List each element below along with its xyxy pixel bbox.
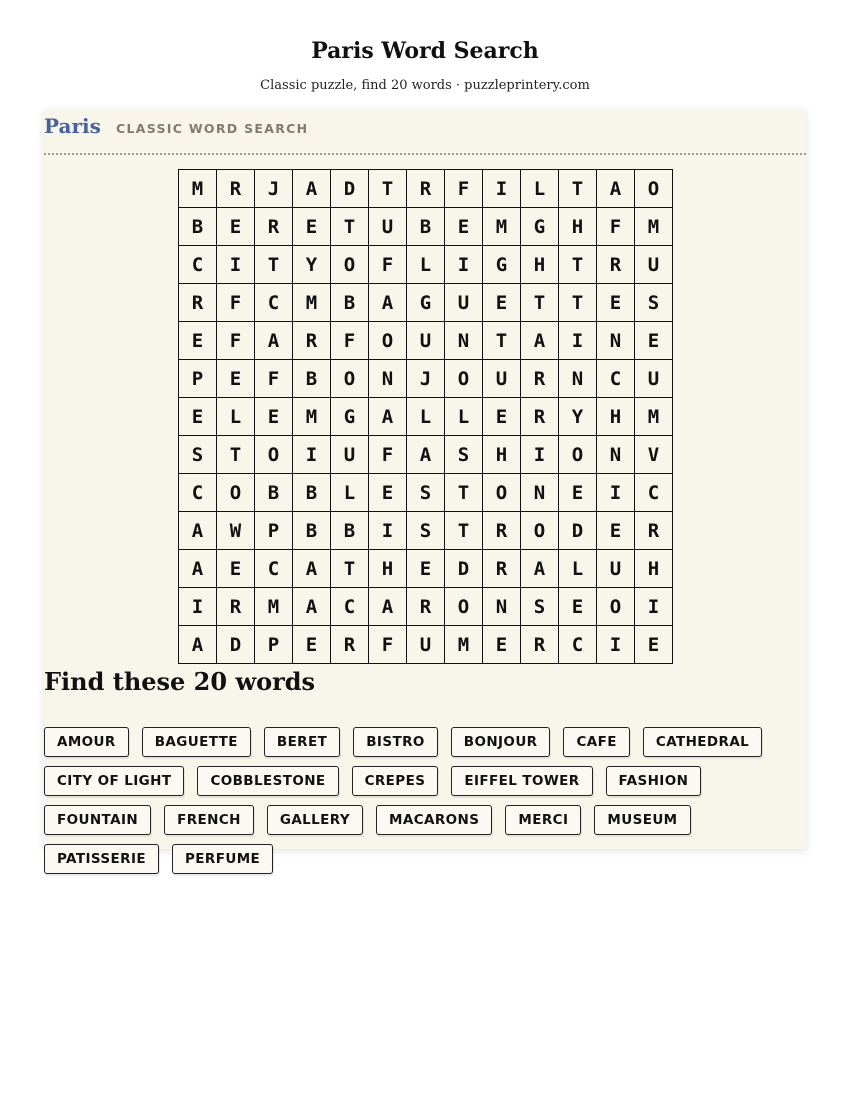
grid-cell[interactable]: H	[597, 398, 635, 436]
grid-cell[interactable]: E	[597, 512, 635, 550]
page-subtitle: Classic puzzle, find 20 words · puzzleprintery.com	[260, 78, 590, 93]
grid-cell[interactable]: O	[331, 360, 369, 398]
grid-cell[interactable]: W	[217, 512, 255, 550]
grid-cell[interactable]: F	[369, 626, 407, 664]
grid-cell[interactable]: F	[597, 208, 635, 246]
grid-cell[interactable]: E	[483, 398, 521, 436]
grid-cell[interactable]: L	[559, 550, 597, 588]
grid-cell[interactable]: G	[407, 284, 445, 322]
grid-cell[interactable]: N	[369, 360, 407, 398]
grid-cell[interactable]: M	[293, 398, 331, 436]
word-chip[interactable]: MUSEUM	[594, 805, 690, 835]
grid-cell[interactable]: E	[179, 322, 217, 360]
grid-cell[interactable]: A	[293, 550, 331, 588]
grid-cell[interactable]: U	[369, 208, 407, 246]
grid-cell[interactable]: C	[255, 284, 293, 322]
grid-cell[interactable]: E	[635, 322, 673, 360]
grid-cell[interactable]: F	[217, 322, 255, 360]
grid-cell[interactable]: E	[217, 550, 255, 588]
grid-cell[interactable]: T	[483, 322, 521, 360]
grid-cell[interactable]: T	[559, 170, 597, 208]
grid-cell[interactable]: A	[369, 284, 407, 322]
grid-cell[interactable]: E	[445, 208, 483, 246]
grid-cell[interactable]: B	[331, 512, 369, 550]
grid-cell[interactable]: E	[483, 284, 521, 322]
grid-cell[interactable]: A	[521, 550, 559, 588]
grid-cell[interactable]: L	[217, 398, 255, 436]
grid-cell[interactable]: U	[407, 626, 445, 664]
grid-cell[interactable]: T	[445, 474, 483, 512]
grid-cell[interactable]: U	[407, 322, 445, 360]
word-chip[interactable]: MACARONS	[376, 805, 492, 835]
grid-cell[interactable]: C	[559, 626, 597, 664]
grid-cell[interactable]: E	[369, 474, 407, 512]
grid-cell[interactable]: H	[559, 208, 597, 246]
word-chip[interactable]: COBBLESTONE	[197, 766, 338, 796]
grid-cell[interactable]: M	[445, 626, 483, 664]
grid-cell[interactable]: N	[483, 588, 521, 626]
grid-cell[interactable]: R	[255, 208, 293, 246]
grid-cell[interactable]: C	[331, 588, 369, 626]
grid-cell[interactable]: E	[597, 284, 635, 322]
word-chip[interactable]: AMOUR	[44, 727, 129, 757]
grid-cell[interactable]: I	[217, 246, 255, 284]
grid-cell[interactable]: S	[179, 436, 217, 474]
grid-cell[interactable]: A	[179, 512, 217, 550]
grid-cell[interactable]: I	[179, 588, 217, 626]
grid-cell[interactable]: R	[483, 550, 521, 588]
grid-cell[interactable]: J	[255, 170, 293, 208]
grid-cell[interactable]: E	[483, 626, 521, 664]
word-list	[44, 727, 810, 874]
grid-cell[interactable]: I	[635, 588, 673, 626]
grid-cell[interactable]: A	[597, 170, 635, 208]
grid-cell[interactable]: O	[255, 436, 293, 474]
grid-cell[interactable]: F	[369, 436, 407, 474]
grid-cell[interactable]: M	[179, 170, 217, 208]
grid-cell[interactable]: C	[179, 474, 217, 512]
grid-cell[interactable]: I	[369, 512, 407, 550]
grid-cell[interactable]: O	[559, 436, 597, 474]
grid-cell[interactable]: I	[597, 474, 635, 512]
grid-cell[interactable]: O	[635, 170, 673, 208]
grid-cell[interactable]: R	[217, 588, 255, 626]
grid-cell[interactable]: Y	[293, 246, 331, 284]
grid-cell[interactable]: E	[217, 360, 255, 398]
grid-cell[interactable]: O	[369, 322, 407, 360]
grid-cell[interactable]: S	[445, 436, 483, 474]
grid-cell[interactable]: U	[635, 246, 673, 284]
grid-cell[interactable]: O	[217, 474, 255, 512]
grid-cell[interactable]: T	[559, 284, 597, 322]
grid-cell[interactable]: O	[445, 360, 483, 398]
grid-cell[interactable]: M	[255, 588, 293, 626]
puzzle-card	[44, 109, 806, 867]
grid-cell[interactable]: P	[255, 626, 293, 664]
grid-cell[interactable]: M	[483, 208, 521, 246]
grid-cell[interactable]: L	[407, 246, 445, 284]
grid-cell[interactable]: O	[521, 512, 559, 550]
grid-cell[interactable]: A	[293, 588, 331, 626]
grid-cell[interactable]: S	[521, 588, 559, 626]
word-chip[interactable]: PATISSERIE	[44, 844, 159, 874]
grid-cell[interactable]: I	[445, 246, 483, 284]
grid-cell[interactable]: R	[521, 398, 559, 436]
grid-cell[interactable]: L	[331, 474, 369, 512]
grid-cell[interactable]: F	[369, 246, 407, 284]
word-chip[interactable]: MERCI	[505, 805, 581, 835]
word-chip[interactable]: BAGUETTE	[142, 727, 251, 757]
grid-cell[interactable]: G	[331, 398, 369, 436]
grid-cell[interactable]: I	[597, 626, 635, 664]
grid-cell[interactable]: T	[255, 246, 293, 284]
grid-cell[interactable]: A	[293, 170, 331, 208]
grid-cell[interactable]: V	[635, 436, 673, 474]
word-list-title: Find these 20 words	[44, 667, 316, 696]
grid-cell[interactable]: E	[255, 398, 293, 436]
grid-cell[interactable]: T	[217, 436, 255, 474]
grid-cell[interactable]: U	[445, 284, 483, 322]
grid-cell[interactable]: E	[559, 588, 597, 626]
grid-cell[interactable]: R	[597, 246, 635, 284]
grid-cell[interactable]: L	[521, 170, 559, 208]
grid-cell[interactable]: S	[635, 284, 673, 322]
grid-cell[interactable]: U	[635, 360, 673, 398]
grid-cell[interactable]: U	[597, 550, 635, 588]
grid-cell[interactable]: I	[293, 436, 331, 474]
word-chip[interactable]: EIFFEL TOWER	[451, 766, 592, 796]
word-chip[interactable]: CAFE	[563, 727, 629, 757]
grid-cell[interactable]: R	[635, 512, 673, 550]
grid-cell[interactable]: D	[331, 170, 369, 208]
grid-cell[interactable]: A	[369, 398, 407, 436]
grid-cell[interactable]: M	[635, 208, 673, 246]
puzzle-brand: Paris	[44, 114, 101, 138]
grid-cell[interactable]: E	[217, 208, 255, 246]
grid-cell[interactable]: S	[407, 474, 445, 512]
grid-cell[interactable]: E	[635, 626, 673, 664]
grid-cell[interactable]: A	[179, 550, 217, 588]
grid-cell[interactable]: O	[597, 588, 635, 626]
word-chip[interactable]: FOUNTAIN	[44, 805, 151, 835]
grid-cell[interactable]: R	[521, 626, 559, 664]
grid-cell[interactable]: U	[331, 436, 369, 474]
word-chip[interactable]: PERFUME	[172, 844, 273, 874]
grid-cell[interactable]: E	[407, 550, 445, 588]
grid-cell[interactable]: N	[597, 322, 635, 360]
grid-cell[interactable]: R	[331, 626, 369, 664]
grid-cell[interactable]: L	[407, 398, 445, 436]
grid-cell[interactable]: R	[179, 284, 217, 322]
grid-cell[interactable]: D	[217, 626, 255, 664]
grid-cell[interactable]: F	[255, 360, 293, 398]
grid-cell[interactable]: R	[293, 322, 331, 360]
page-title: Paris Word Search	[311, 38, 539, 64]
grid-cell[interactable]: T	[521, 284, 559, 322]
grid-cell[interactable]: O	[445, 588, 483, 626]
grid-cell[interactable]: B	[293, 474, 331, 512]
grid-cell[interactable]: T	[331, 550, 369, 588]
word-chip[interactable]: CREPES	[352, 766, 439, 796]
grid-cell[interactable]: I	[521, 436, 559, 474]
grid-cell[interactable]: P	[255, 512, 293, 550]
grid-cell[interactable]: F	[217, 284, 255, 322]
grid-cell[interactable]: B	[293, 360, 331, 398]
grid-cell[interactable]: H	[483, 436, 521, 474]
grid-cell[interactable]: A	[369, 588, 407, 626]
grid-cell[interactable]: N	[559, 360, 597, 398]
grid-cell[interactable]: B	[179, 208, 217, 246]
grid-cell[interactable]: R	[407, 588, 445, 626]
grid-cell[interactable]: B	[407, 208, 445, 246]
word-chip[interactable]: CATHEDRAL	[643, 727, 762, 757]
word-chip[interactable]: GALLERY	[267, 805, 363, 835]
grid-cell[interactable]: N	[445, 322, 483, 360]
grid-cell[interactable]: B	[331, 284, 369, 322]
grid-cell[interactable]: Y	[559, 398, 597, 436]
grid-cell[interactable]: T	[445, 512, 483, 550]
word-chip[interactable]: CITY OF LIGHT	[44, 766, 184, 796]
grid-cell[interactable]: B	[255, 474, 293, 512]
grid-cell[interactable]: H	[521, 246, 559, 284]
word-chip[interactable]: BONJOUR	[451, 727, 551, 757]
grid-cell[interactable]: E	[559, 474, 597, 512]
grid-cell[interactable]: R	[521, 360, 559, 398]
grid-cell[interactable]: O	[483, 474, 521, 512]
grid-cell[interactable]: P	[179, 360, 217, 398]
grid-cell[interactable]: R	[217, 170, 255, 208]
grid-cell[interactable]: C	[255, 550, 293, 588]
grid-cell[interactable]: R	[407, 170, 445, 208]
grid-cell[interactable]: G	[521, 208, 559, 246]
grid-cell[interactable]: S	[407, 512, 445, 550]
word-chip[interactable]: FRENCH	[164, 805, 254, 835]
grid-cell[interactable]: T	[369, 170, 407, 208]
grid-cell[interactable]: A	[179, 626, 217, 664]
grid-cell[interactable]: M	[635, 398, 673, 436]
grid-cell[interactable]: C	[635, 474, 673, 512]
grid-cell[interactable]: T	[559, 246, 597, 284]
grid-cell[interactable]: L	[445, 398, 483, 436]
grid-cell[interactable]: D	[559, 512, 597, 550]
word-chip[interactable]: FASHION	[606, 766, 702, 796]
grid-cell[interactable]: C	[597, 360, 635, 398]
grid-cell[interactable]: I	[483, 170, 521, 208]
grid-cell[interactable]: E	[293, 208, 331, 246]
grid-cell[interactable]: M	[293, 284, 331, 322]
word-chip[interactable]: BISTRO	[353, 727, 438, 757]
grid-cell[interactable]: A	[407, 436, 445, 474]
grid-cell[interactable]: D	[445, 550, 483, 588]
grid-cell[interactable]: U	[483, 360, 521, 398]
word-chip[interactable]: BERET	[264, 727, 340, 757]
grid-cell[interactable]: B	[293, 512, 331, 550]
grid-cell[interactable]: C	[179, 246, 217, 284]
grid-cell[interactable]: T	[331, 208, 369, 246]
grid-cell[interactable]: E	[293, 626, 331, 664]
grid-cell[interactable]: A	[521, 322, 559, 360]
grid-cell[interactable]: E	[179, 398, 217, 436]
grid-cell[interactable]: N	[521, 474, 559, 512]
grid-cell[interactable]: H	[635, 550, 673, 588]
grid-cell[interactable]: H	[369, 550, 407, 588]
card-header	[44, 109, 806, 155]
grid-cell[interactable]: R	[483, 512, 521, 550]
grid-cell[interactable]: F	[331, 322, 369, 360]
grid-cell[interactable]: A	[255, 322, 293, 360]
grid-cell[interactable]: F	[445, 170, 483, 208]
grid-cell[interactable]: N	[597, 436, 635, 474]
puzzle-type-label: CLASSIC WORD SEARCH	[116, 121, 309, 136]
grid-cell[interactable]: O	[331, 246, 369, 284]
grid-cell[interactable]: I	[559, 322, 597, 360]
letter-grid	[178, 169, 673, 664]
grid-cell[interactable]: J	[407, 360, 445, 398]
grid-cell[interactable]: G	[483, 246, 521, 284]
